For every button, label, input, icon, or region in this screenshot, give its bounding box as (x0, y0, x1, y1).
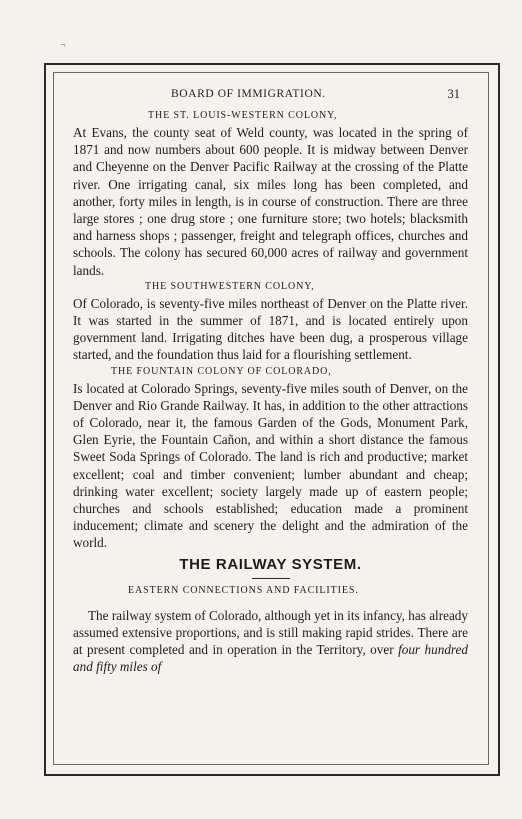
chapter-subtitle: EASTERN CONNECTIONS AND FACILITIES. (128, 584, 359, 596)
section-heading-fountain: THE FOUNTAIN COLONY OF COLORADO, (111, 365, 332, 377)
page-number: 31 (447, 87, 460, 101)
chapter-text-body: The railway system of Colorado, although yet in its infancy, has already assumed extensive proportions, and is still making rapid strides. There are at present completed and in operation in the Territory, over (73, 607, 468, 658)
section-heading-st-louis-western: THE ST. LOUIS-WESTERN COLONY, (148, 110, 338, 121)
section-text-st-louis-western: At Evans, the county seat of Weld county, was located in the spring of 1871 and now numbers about 600 people. It is midway between Denver and Cheyenne on the Denver Pacific Railway at the crossing of the Platte river. One irrigating canal, six miles long has been completed, and another, forty miles in length, is in course of construction. There are three large stores ; one drug store ; one furniture store; two hotels; blacksmith and harness shops ; passenger, freight and telegraph offices, churches and schools. The colony has secured 60,000 acres of railway and government lands. (73, 125, 468, 278)
section-text-fountain: Is located at Colorado Springs, seventy-five miles south of Denver, on the Denver and Rio Grande Railway. It has, in addition to the other attractions of Colorado, near it, the famous Garden of the Gods, Monument Park, Glen Eyrie, the Fountain Cañon, and within a short distance the famous Sweet Soda Springs of Colorado. The land is rich and productive; market excellent; coal and timber convenient; lumber abundant and cheap; drinking water excellent; society largely made up of eastern people; churches and schools established; education made a prominent inducement; climate and scenery the delight and the admiration of the world. (73, 380, 468, 551)
page-corner-mark: ¬ (60, 40, 66, 51)
chapter-text-italic: four hundred and fifty miles of (73, 642, 469, 675)
chapter-title-rule (252, 578, 290, 579)
chapter-text (73, 607, 468, 676)
running-header (73, 82, 468, 108)
running-title: BOARD OF IMMIGRATION. (171, 88, 326, 100)
section-text-southwestern: Of Colorado, is seventy-five miles northeast of Denver on the Platte river. It was started in the summer of 1871, and is located entirely upon government land. Irrigating ditches have been dug, a prosperous village started, and the foundation thus laid for a flourishing settlement. (73, 295, 468, 363)
chapter-title: THE RAILWAY SYSTEM. (179, 555, 362, 573)
page-content (73, 82, 468, 675)
section-heading-southwestern: THE SOUTHWESTERN COLONY, (145, 280, 315, 292)
